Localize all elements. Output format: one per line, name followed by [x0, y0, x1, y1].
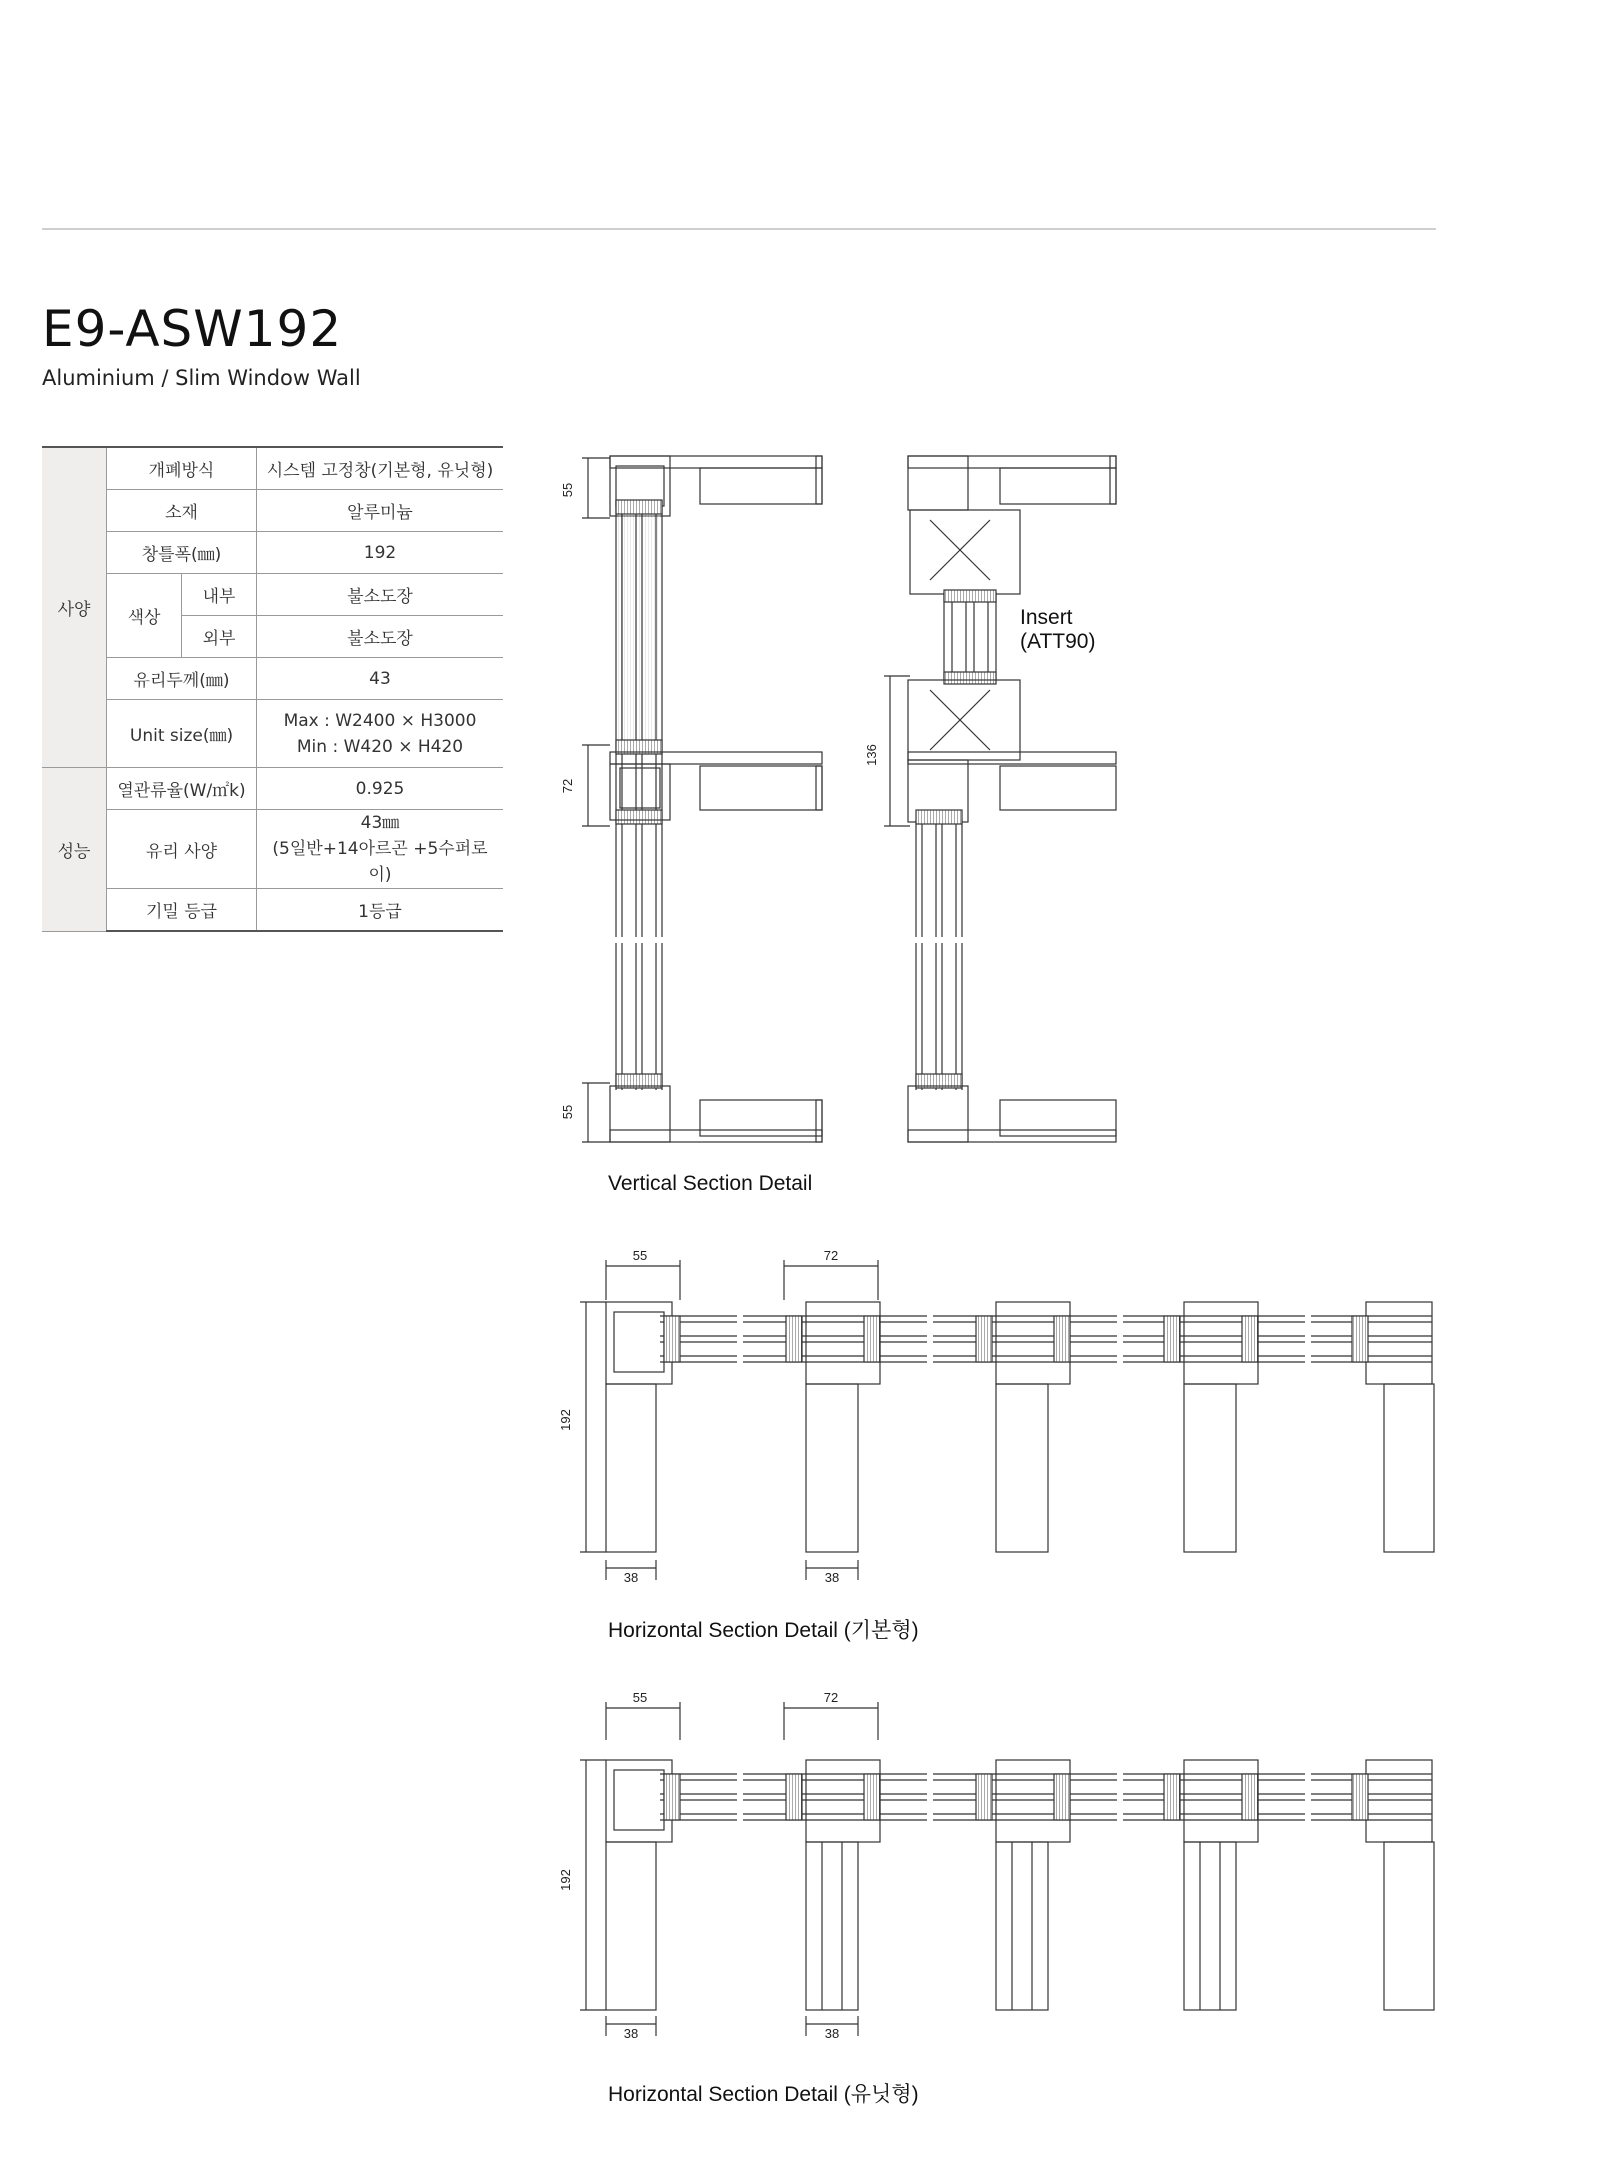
dim-hunit-c: 38 — [623, 2026, 639, 2041]
product-subtitle: Aluminium / Slim Window Wall — [42, 366, 361, 390]
caption-horizontal-unit: Horizontal Section Detail (유닛형) — [608, 2083, 919, 2106]
spec-label: 소재 — [107, 490, 257, 532]
spec-value: 43 — [257, 658, 504, 700]
dim-vertical-mid: 72 — [560, 778, 575, 794]
spec-sublabel: 내부 — [182, 574, 257, 616]
spec-label: 기밀 등급 — [107, 889, 257, 932]
spec-value: 192 — [257, 532, 504, 574]
spec-value-line2: (5일반+14아르곤 +5수퍼로이) — [272, 839, 488, 885]
dim-hbasic-b: 72 — [823, 1248, 839, 1263]
spec-label: 유리 사양 — [107, 810, 257, 889]
dim-hbasic-d: 38 — [824, 1570, 840, 1585]
spec-value: 알루미늄 — [257, 490, 504, 532]
spec-label: 색상 — [107, 574, 182, 658]
dim-vertical-top: 55 — [560, 482, 575, 498]
vertical-section-insert — [884, 456, 1116, 1142]
spec-sublabel: 외부 — [182, 616, 257, 658]
spec-value: 0.925 — [257, 768, 504, 810]
spec-label: 유리두께(㎜) — [107, 658, 257, 700]
horizontal-section-unit — [580, 1702, 1434, 2036]
spec-value: 1등급 — [257, 889, 504, 932]
spec-label: Unit size(㎜) — [107, 700, 257, 768]
spec-value-max: Max : W2400 × H3000 — [283, 710, 477, 731]
perf-group-label: 성능 — [42, 768, 107, 932]
dim-hunit-height: 192 — [558, 1869, 573, 1891]
spec-value: 시스템 고정창(기본형, 유닛형) — [257, 447, 504, 490]
vertical-section-basic — [582, 456, 822, 1142]
spec-value: 불소도장 — [257, 616, 504, 658]
dim-hbasic-height: 192 — [558, 1409, 573, 1431]
dim-vertical-bottom: 55 — [560, 1104, 575, 1120]
dim-insert-height: 136 — [864, 744, 879, 766]
spec-value-min: Min : W420 × H420 — [296, 736, 464, 757]
insert-label-line1: Insert — [1020, 606, 1073, 629]
caption-horizontal-basic: Horizontal Section Detail (기본형) — [608, 1619, 919, 1642]
caption-vertical: Vertical Section Detail — [608, 1172, 813, 1195]
spec-label: 열관류율(W/㎡k) — [107, 768, 257, 810]
spec-label: 창틀폭(㎜) — [107, 532, 257, 574]
dim-hunit-b: 72 — [823, 1690, 839, 1705]
dim-hunit-d: 38 — [824, 2026, 840, 2041]
spec-value-line1: 43㎜ — [360, 813, 400, 833]
spec-group-label: 사양 — [42, 447, 107, 768]
dim-hbasic-c: 38 — [623, 1570, 639, 1585]
horizontal-section-basic — [580, 1260, 1434, 1580]
dim-hbasic-a: 55 — [632, 1248, 648, 1263]
insert-label-line2: (ATT90) — [1020, 630, 1096, 653]
product-code: E9-ASW192 — [42, 300, 343, 358]
spec-value: 불소도장 — [257, 574, 504, 616]
insert-label — [1020, 606, 1095, 654]
dim-hunit-a: 55 — [632, 1690, 648, 1705]
spec-label: 개폐방식 — [107, 447, 257, 490]
